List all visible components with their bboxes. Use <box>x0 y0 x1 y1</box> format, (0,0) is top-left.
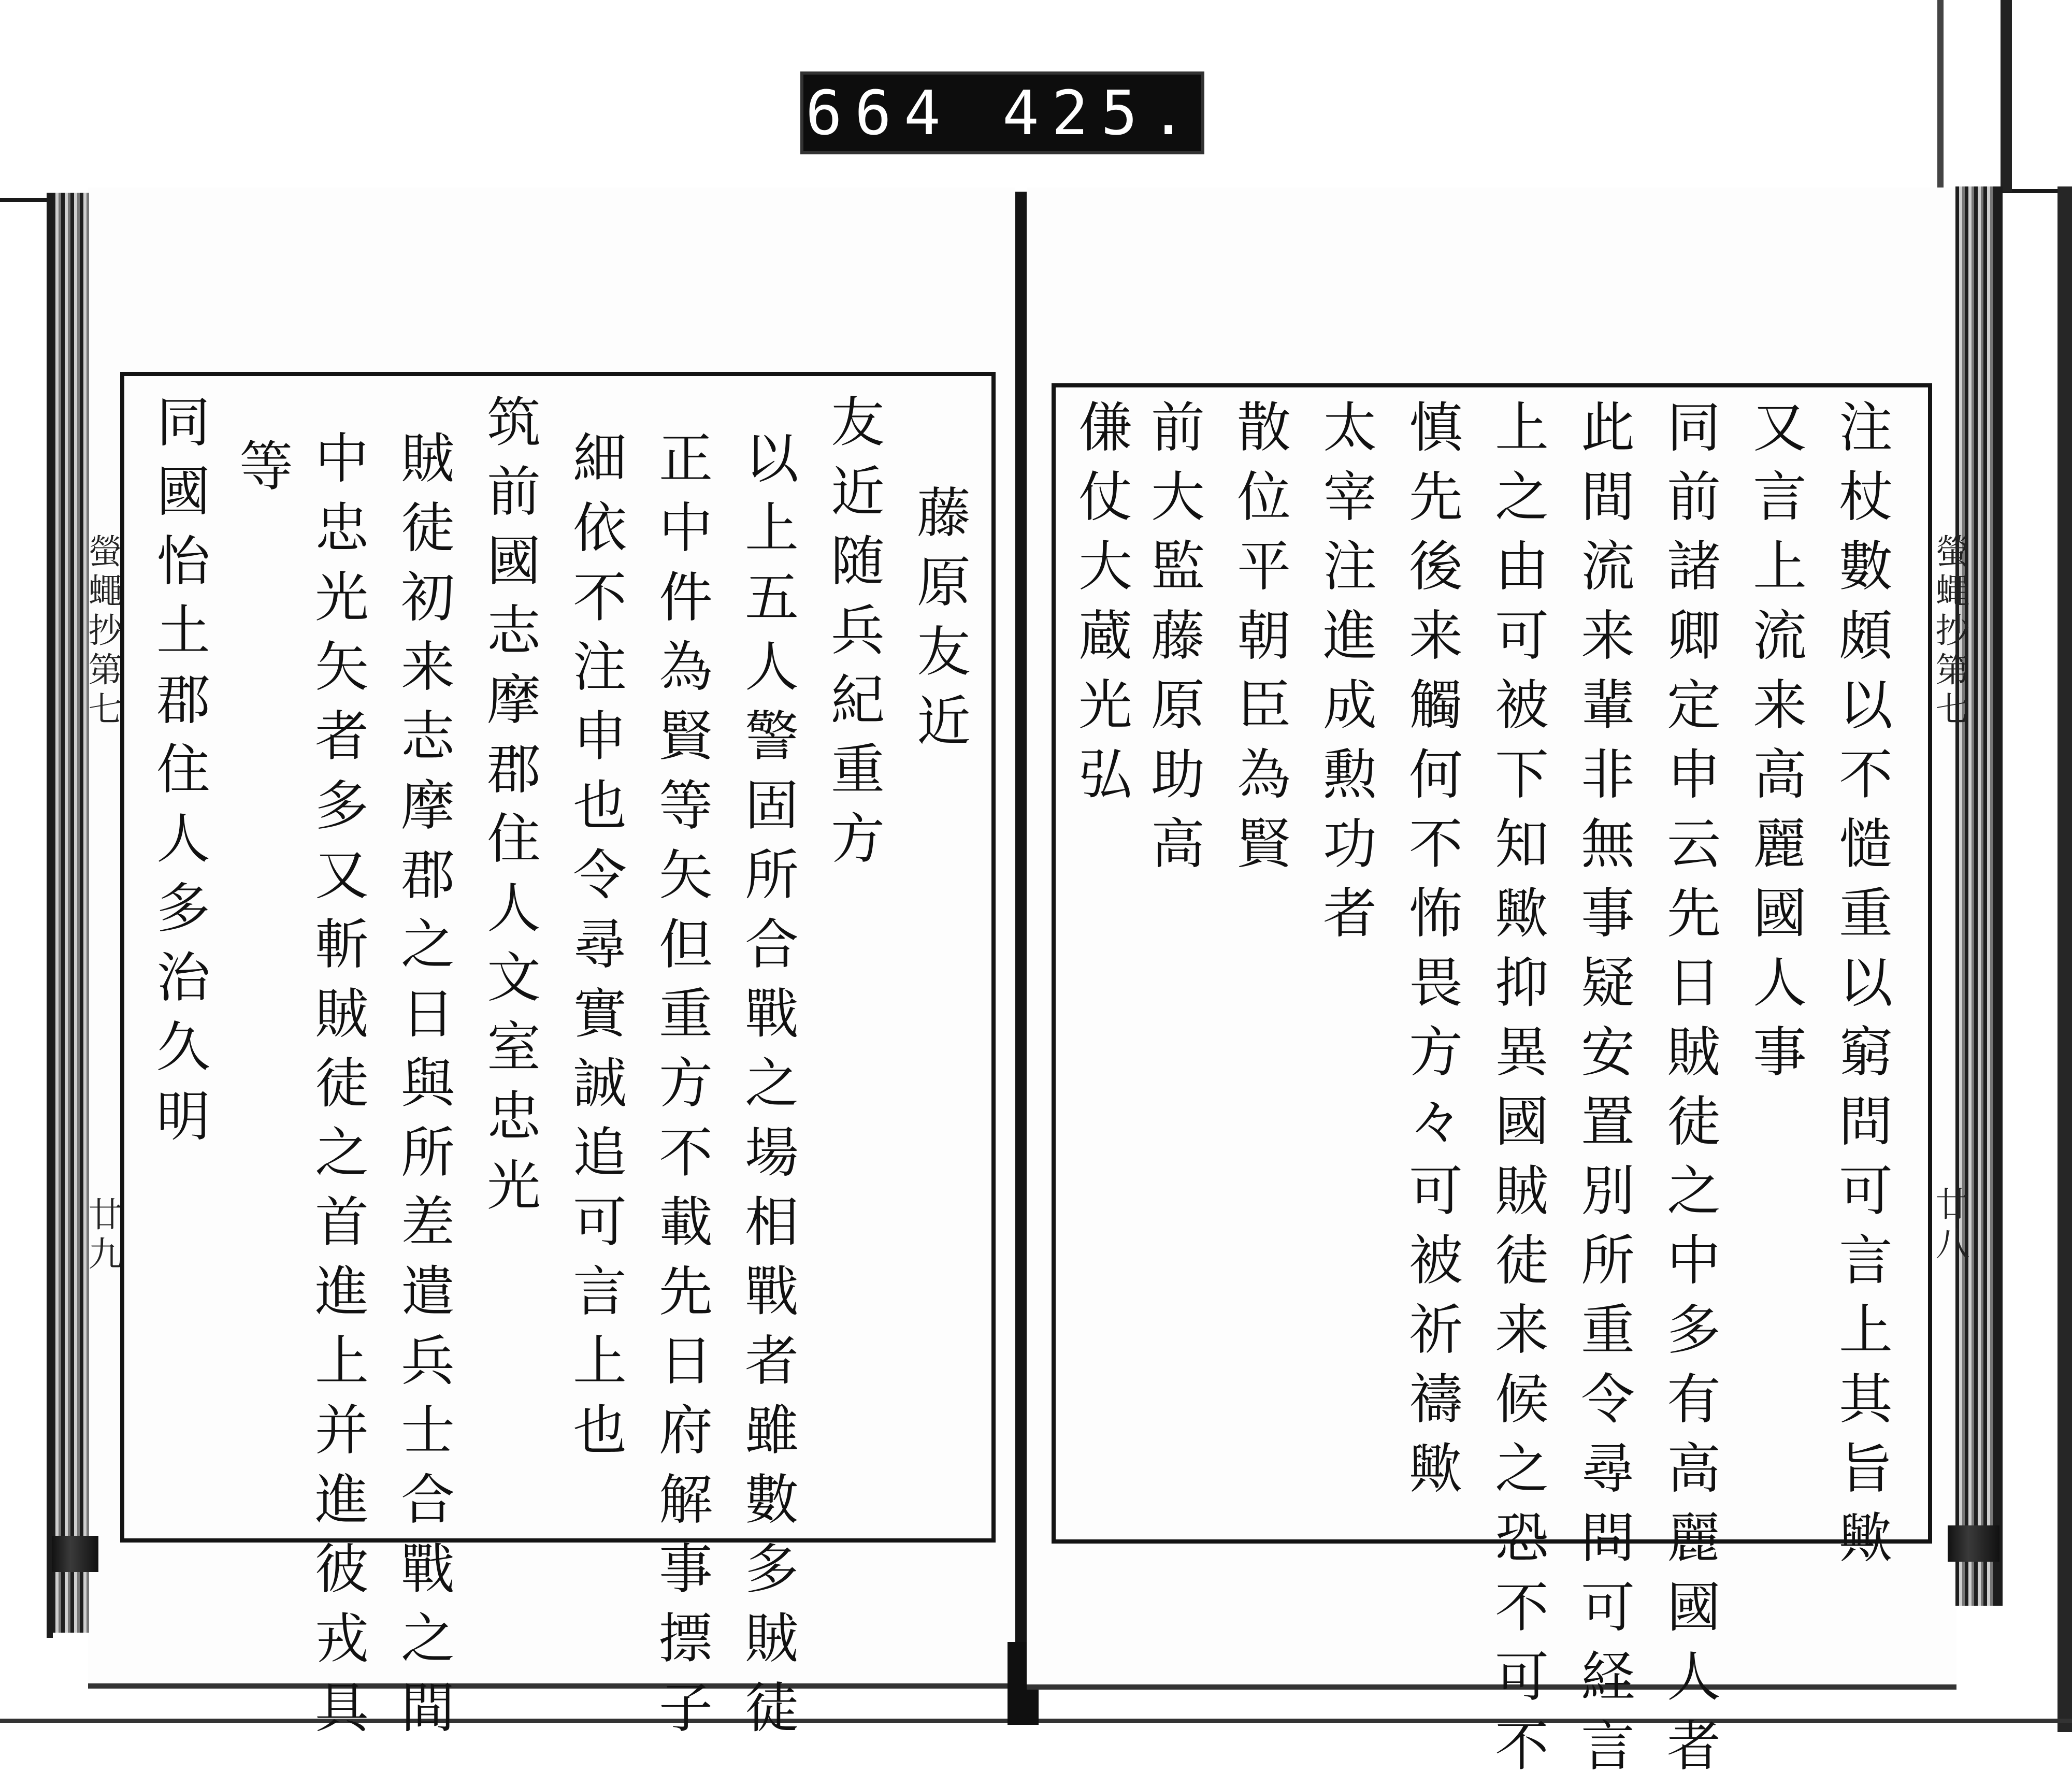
right-page-binding-band <box>1948 1525 1999 1562</box>
left-col-10: 同國怡土郡住人多治久明 <box>147 394 210 1157</box>
right-col-9: 前大監藤原助高 <box>1142 399 1205 885</box>
left-col-7: 賊徒初来志摩郡之日與所差遣兵士合戰之間 <box>392 430 455 1749</box>
right-margin-title: 螢蠅抄第七 <box>1930 534 1969 730</box>
right-book-edge <box>1994 186 2003 1606</box>
right-col-10: 傔仗大蔵光弘 <box>1069 399 1132 815</box>
scan-right-edge-bar <box>2057 186 2072 1732</box>
left-col-8: 中忠光矢者多又斬賊徒之首進上并進彼戎具 <box>306 430 369 1749</box>
scan-top-right-bar-2 <box>1937 0 1944 192</box>
film-frame-label: 664 425. <box>800 71 1204 154</box>
center-gutter <box>1015 192 1027 1720</box>
right-col-7: 太宰注進成勲功者 <box>1314 399 1377 954</box>
left-book-edge <box>47 193 53 1638</box>
right-page-edge-strip <box>1955 186 1997 1606</box>
right-col-2: 又言上流来高麗國人事 <box>1744 399 1807 1093</box>
left-page-edge-strip <box>52 193 89 1633</box>
left-col-5: 細依不注申也令尋實誠追可言上也 <box>564 430 627 1471</box>
right-col-6: 慎先後来觸何不怖畏方々可被祈禱歟 <box>1400 399 1463 1509</box>
right-col-3: 同前諸卿定申云先日賊徒之中多有高麗國人者 <box>1658 399 1721 1787</box>
right-col-4: 此間流来輩非無事疑安置別所重令尋問可経言 <box>1572 399 1635 1787</box>
left-margin-title: 螢蠅抄第七 <box>82 534 122 730</box>
left-col-2: 友近随兵紀重方 <box>822 394 885 880</box>
right-col-5: 上之由可被下知歟抑異國賊徒来候之恐不可不 <box>1486 399 1549 1787</box>
left-margin-folio: 廿九 <box>82 1197 122 1275</box>
left-col-9: 等 <box>230 438 293 507</box>
right-margin-folio: 廿八 <box>1930 1186 1969 1265</box>
left-col-1: 藤原友近 <box>908 484 971 762</box>
scan-top-right-bar <box>2001 0 2012 192</box>
right-col-1: 注杖數頗以不慥重以窮問可言上其旨歟 <box>1830 399 1893 1579</box>
right-col-8: 散位平朝臣為賢 <box>1228 399 1291 885</box>
left-col-4: 正中件為賢等矢但重方不載先日府解事摽子 <box>650 430 713 1749</box>
left-page-bottom-edge <box>88 1683 1015 1689</box>
left-col-3: 以上五人警固所合戰之場相戰者雖數多賊徒 <box>736 430 799 1749</box>
left-page-binding-band <box>52 1536 98 1572</box>
left-col-6: 筑前國志摩郡住人文室忠光 <box>478 394 541 1227</box>
